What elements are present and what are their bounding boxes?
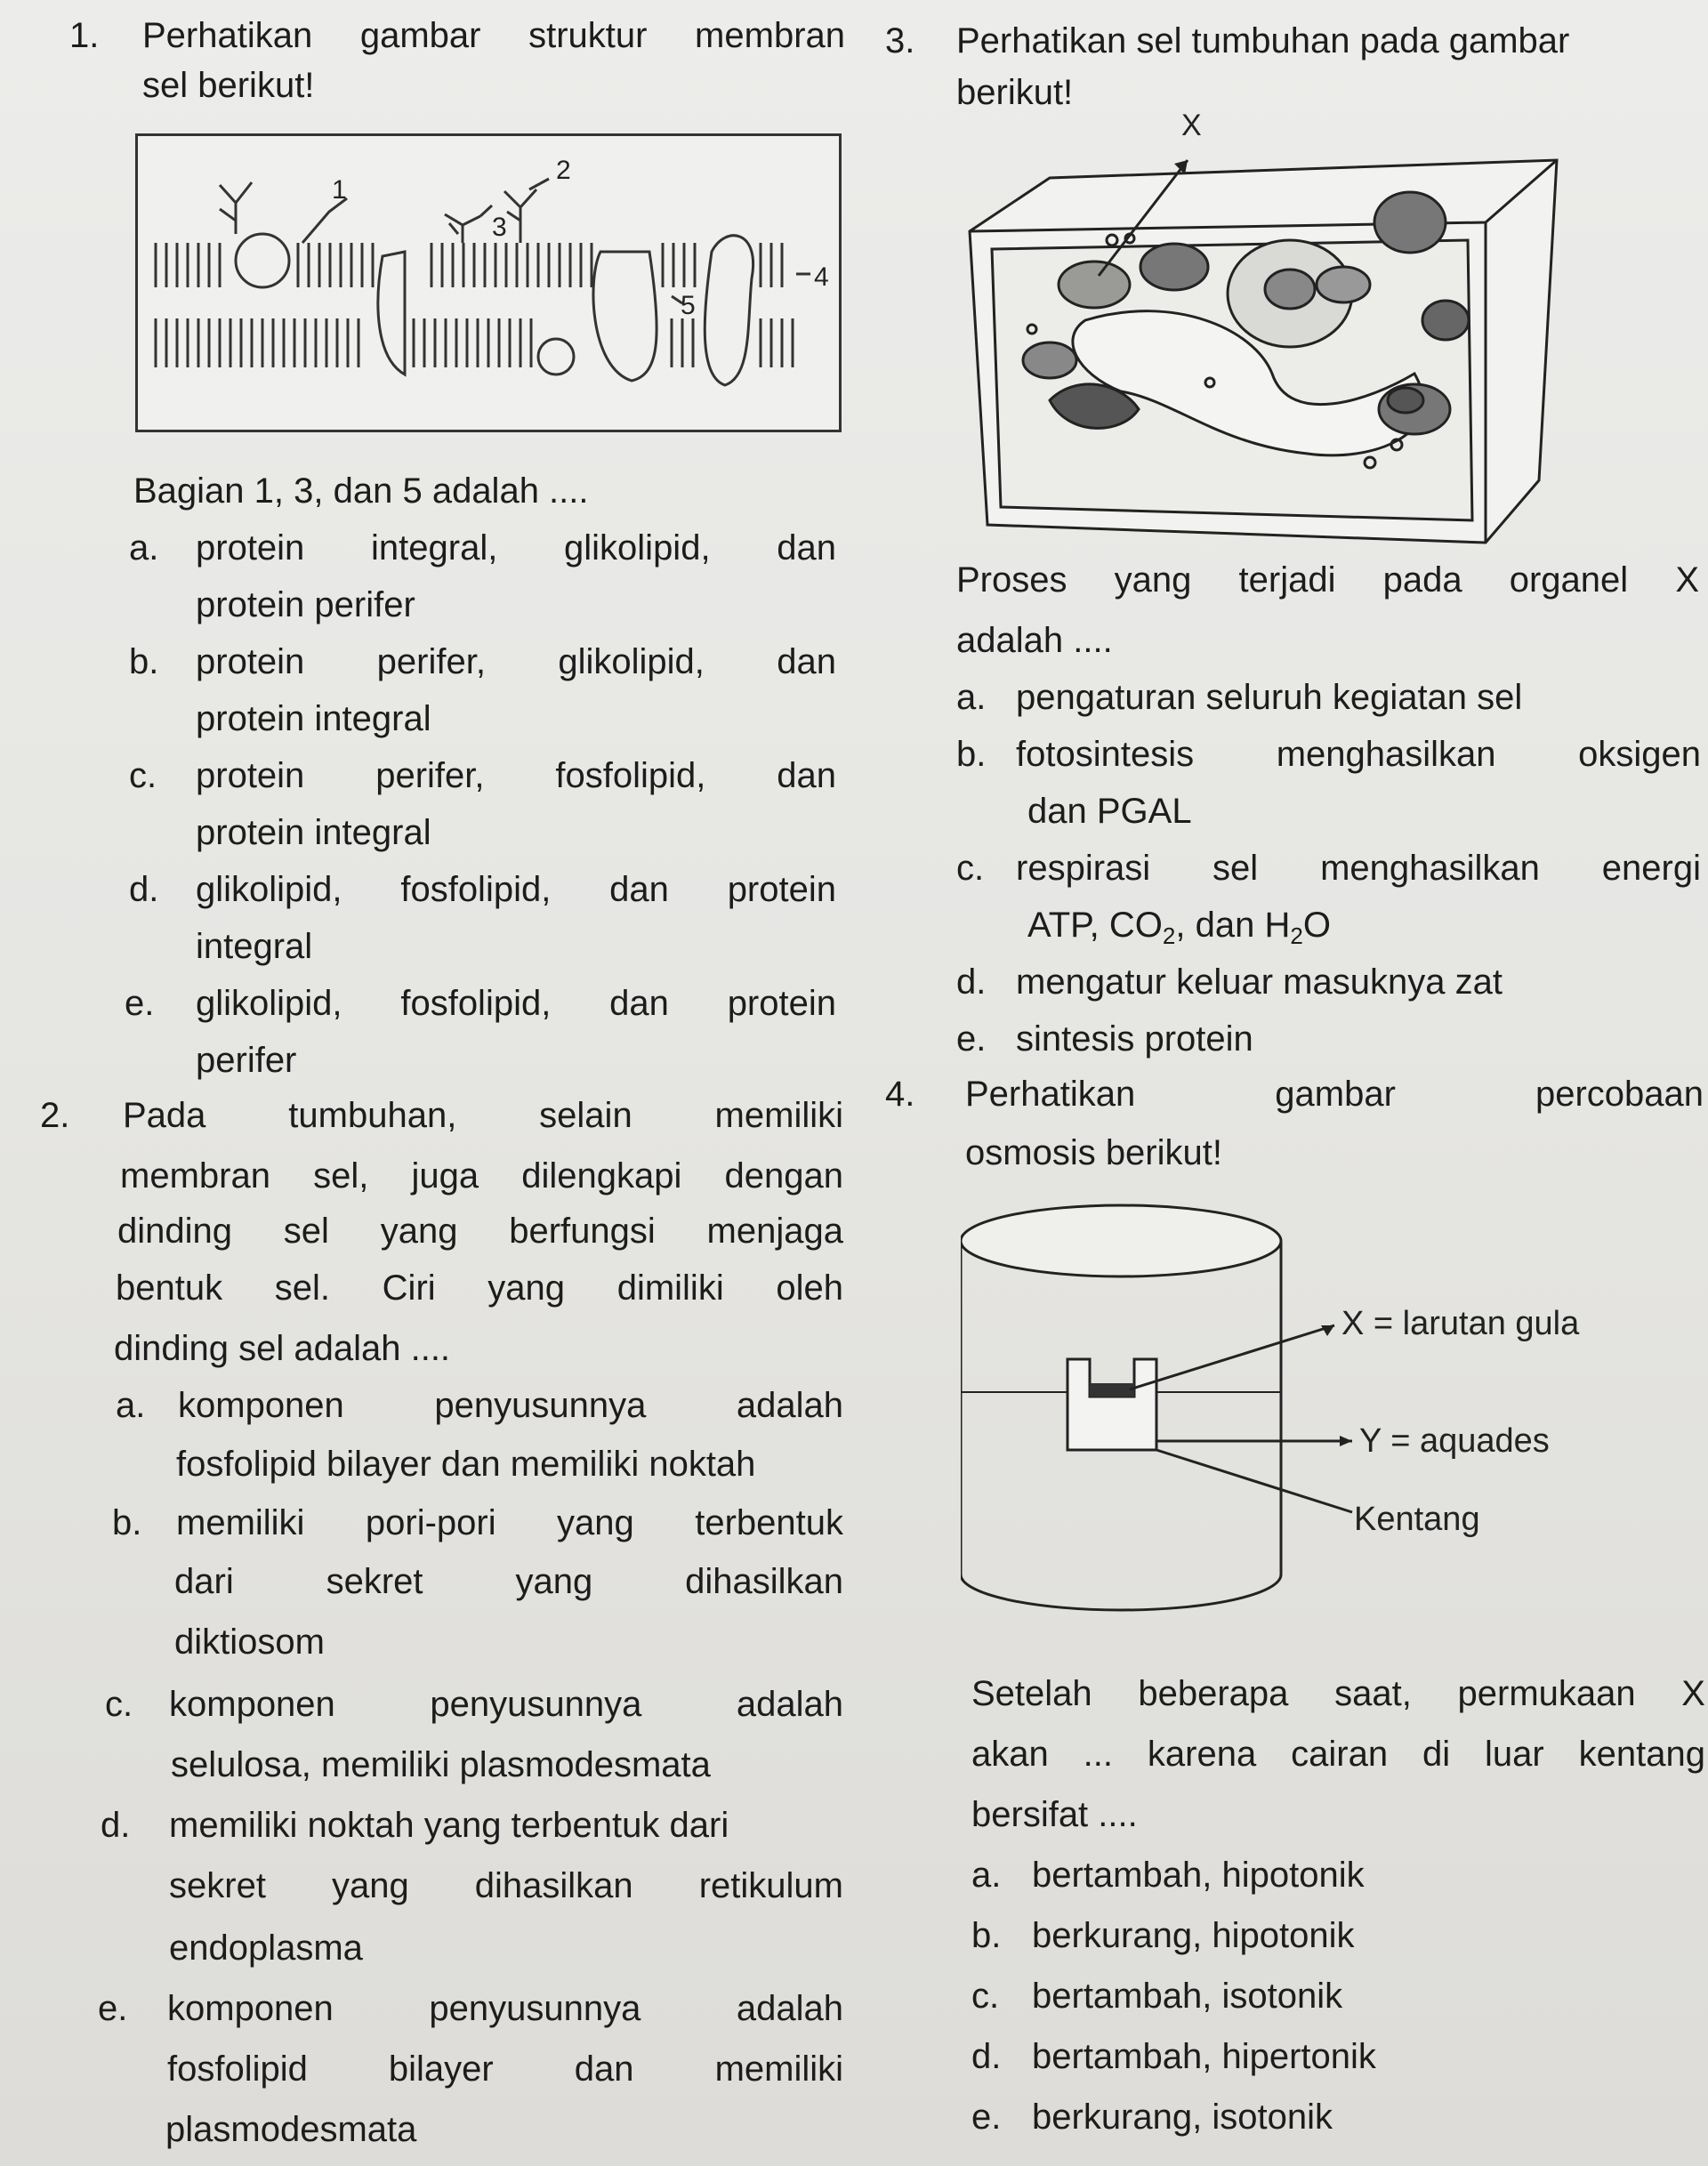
glycolipid-branch bbox=[220, 182, 252, 234]
membrane-figure bbox=[135, 133, 842, 432]
figure-label-3: 3 bbox=[492, 213, 507, 242]
arrow-x bbox=[1321, 1325, 1334, 1336]
question-number: 2. bbox=[40, 1096, 70, 1135]
worksheet-page: 1. Perhatikan gambar struktur membran sel berikut! 1 2 3 4 5 Bagian 1, 3, dan 5 adalah .... a. protein integral, glikolipid, dan protein perifer b. protein perifer, glikolipid, dan protein integral c. protein perifer, fosfolipid, dan protein integral d. glikolipid, fosfolipid, dan protein integral e. glikolipid, fosfolipid, dan protein perifer 2. Pada tumbuhan, selain memiliki membran sel, juga dilengkapi dengan dinding sel yang berfungsi menjaga bentuk sel. Ciri yang dimiliki oleh dinding sel adalah .... a. komponen penyusunnya adalah fosfolipid bilayer dan memiliki noktah b. memiliki pori-pori yang terbentuk dari sekret yang dihasilkan diktiosom c. komponen penyusunnya adalah selulosa, memiliki plasmodesmata d. memiliki noktah yang terbentuk dari sekret yang dihasilkan retikulum endoplasma e. komponen penyusunnya adalah fosfolipid bilayer dan memiliki plasmodesmata 3. Perhatikan sel tumbuhan pada gambar berikut! X Proses yang terjadi pada organel X adalah .... a. pengaturan seluruh kegiatan sel b. fotosintesis menghasilkan oksigen dan PGAL c. respirasi sel menghasilkan energi ATP, $CO_2$, dan $H_2O$ d. mengatur keluar masuknya zat e. sintesis protein 4. Perhatikan gambar percobaan osmosis berikut! X = larutan gula Y = aquades Kentang Setelah beberapa saat, permukaan X akan ... karena cairan di luar kentang bersifat .... a. bertambah, hipotonik b. berkurang, hipotonik c. bertambah, isotonik d. bertambah, hipertonik e. berkurang, isotonik bbox=[0, 0, 1708, 2166]
potato bbox=[1068, 1359, 1156, 1450]
sugar-solution bbox=[1090, 1383, 1134, 1397]
beaker-rim bbox=[961, 1205, 1281, 1276]
lipid-heads-top bbox=[156, 243, 782, 287]
figure-label-5: 5 bbox=[681, 291, 696, 320]
question-stem-cont: sel berikut! bbox=[142, 66, 315, 105]
label-line-1 bbox=[302, 198, 347, 243]
peripheral-protein bbox=[236, 234, 289, 287]
label-aquades: Y = aquades bbox=[1359, 1422, 1550, 1460]
question-number: 4. bbox=[885, 1075, 915, 1114]
question-stem: Perhatikan gambar struktur membran bbox=[142, 16, 845, 55]
pointer-kentang bbox=[1156, 1450, 1352, 1512]
mitochondrion-x bbox=[1059, 262, 1130, 308]
membrane-diagram bbox=[138, 136, 839, 430]
integral-protein-right bbox=[705, 236, 753, 385]
plant-cell-figure bbox=[952, 107, 1592, 552]
figure-label-x: X bbox=[1181, 109, 1202, 142]
glycoprotein-branch-2 bbox=[504, 189, 536, 243]
lipid-heads-bottom bbox=[156, 318, 793, 367]
glycolipid-branch-3 bbox=[445, 214, 480, 243]
beaker-base bbox=[961, 1574, 1281, 1610]
figure-label-2: 2 bbox=[556, 156, 571, 185]
question-number: 3. bbox=[885, 21, 915, 60]
osmosis-figure bbox=[961, 1201, 1628, 1628]
chloroplast bbox=[1374, 192, 1446, 253]
figure-label-4: 4 bbox=[814, 262, 829, 292]
label-line-2 bbox=[529, 179, 549, 189]
label-larutan-gula: X = larutan gula bbox=[1341, 1305, 1580, 1342]
figure-label-1: 1 bbox=[332, 175, 347, 205]
label-line-3 bbox=[480, 205, 492, 216]
label-kentang: Kentang bbox=[1354, 1501, 1480, 1538]
question-prompt: Bagian 1, 3, dan 5 adalah .... bbox=[133, 471, 589, 511]
pointer-x bbox=[1130, 1325, 1334, 1389]
integral-protein-left bbox=[378, 252, 405, 374]
question-number: 1. bbox=[69, 16, 100, 55]
arrow-y bbox=[1340, 1436, 1352, 1446]
integral-protein-middle bbox=[593, 252, 657, 381]
